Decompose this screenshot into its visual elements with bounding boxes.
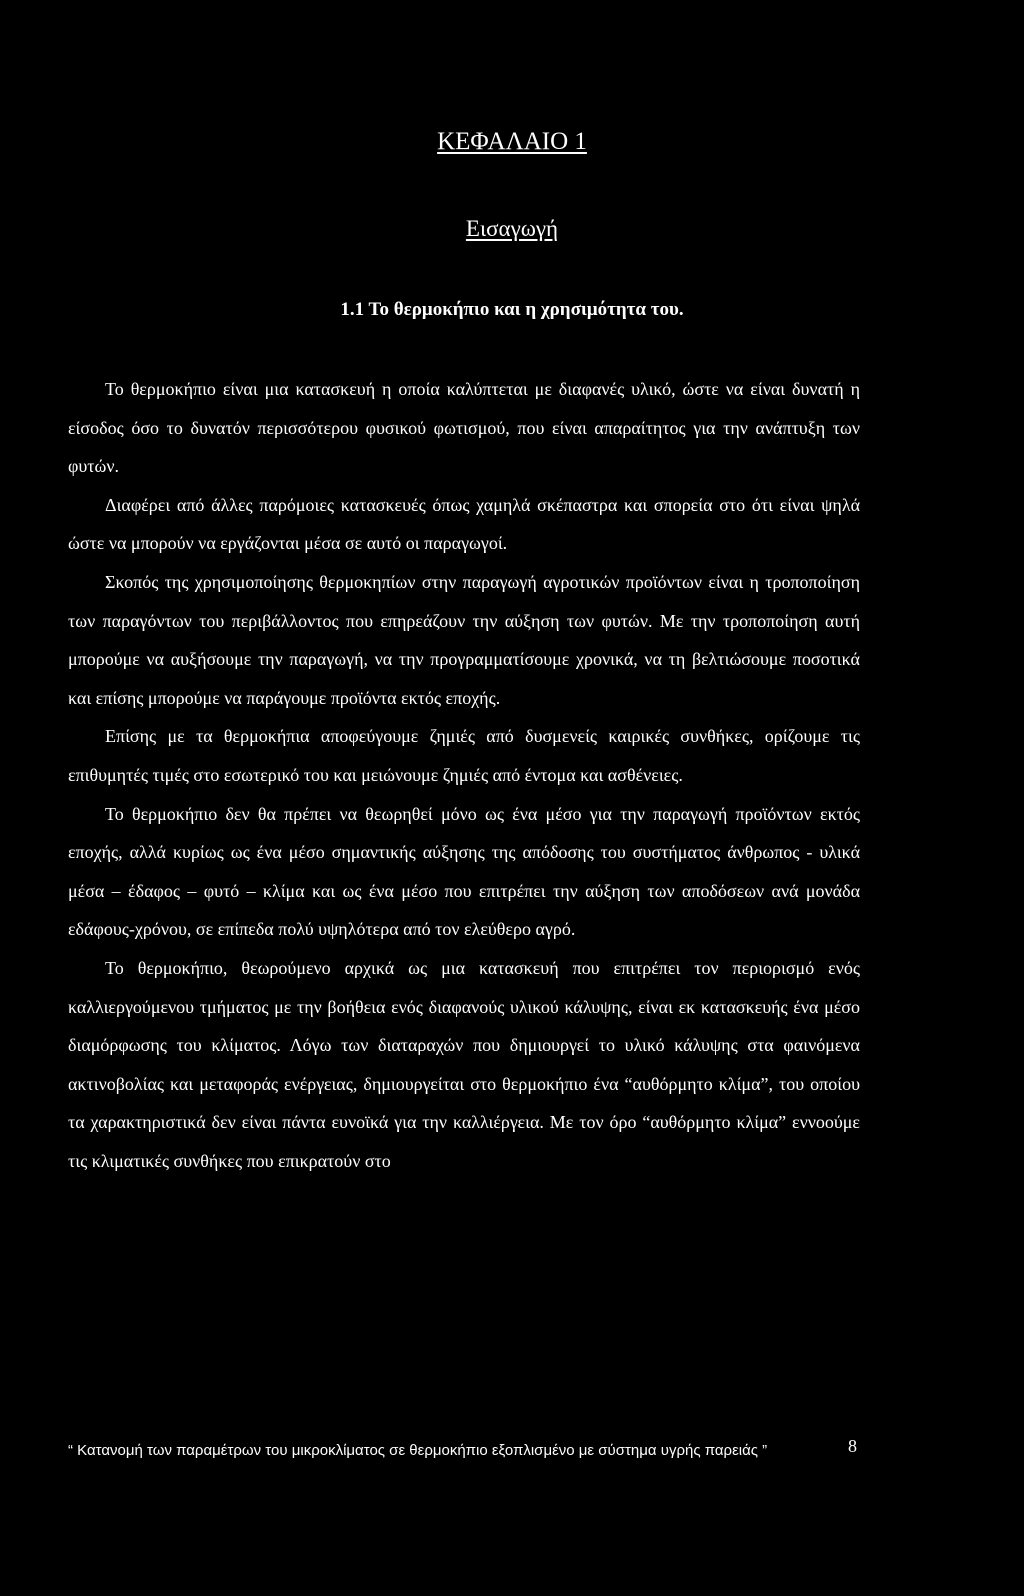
paragraph: Το θερμοκήπιο, θεωρούμενο αρχικά ως μια κατασκευή που επιτρέπει τον περιορισμό ενός καλλιεργούμενου τμήματος με την βοήθεια ενός διαφανούς υλικού κάλυψης, είναι εκ κατασκευής ένα μέσο διαμόρφωσης του κλίματος. Λόγω των διαταραχών που δημιουργεί το υλικό κάλυψης στα φαινόμενα ακτινοβολίας και μεταφοράς ενέργειας, δημιουργείται στο θερμοκήπιο ένα “αυθόρμητο κλίμα”, του οποίου τα χαρακτηριστικά δεν είναι πάντα ευνοϊκά για την καλλιέργεια. Με τον όρο “αυθόρμητο κλίμα” εννοούμε τις κλιματικές συνθήκες που επικρατούν στο <box>68 957 860 1171</box>
paragraph: Διαφέρει από άλλες παρόμοιες κατασκευές όπως χαμηλά σκέπαστρα και σπορεία στο ότι είναι ψηλά ώστε να μπορούν να εργάζονται μέσα σε αυτό οι παραγωγοί. <box>68 494 860 554</box>
paragraph: Σκοπός της χρησιμοποίησης θερμοκηπίων στην παραγωγή αγροτικών προϊόντων είναι η τροποποίηση των παραγόντων του περιβάλλοντος που επηρεάζουν την αύξηση των φυτών. Με την τροποποίηση αυτή μπορούμε να αυξήσουμε την παραγωγή, να την προγραμματίσουμε χρονικά, να τη βελτιώσουμε ποσοτικά και επίσης μπορούμε να παράγουμε προϊόντα εκτός εποχής. <box>68 571 860 708</box>
page-number: 8 <box>848 1436 857 1456</box>
subsection-title: 1.1 Το θερμοκήπιο και η χρησιμότητα του. <box>340 299 684 320</box>
paragraph: Επίσης με τα θερμοκήπια αποφεύγουμε ζημιές από δυσμενείς καιρικές συνθήκες, ορίζουμε τις επιθυμητές τιμές στο εσωτερικό του και μειώνουμε ζημιές από έντομα και ασθένειες. <box>68 726 860 785</box>
chapter-title: ΚΕΦΑΛΑΙΟ 1 <box>437 128 587 155</box>
body-text <box>68 370 860 1180</box>
section-title: Εισαγωγή <box>465 216 559 241</box>
footer <box>68 1432 860 1470</box>
paragraph: Το θερμοκήπιο δεν θα πρέπει να θεωρηθεί μόνο ως ένα μέσο για την παραγωγή προϊόντων εκτός εποχής, αλλά κυρίως ως ένα μέσο σημαντικής αύξησης της απόδοσης του συστήματος άνθρωπος - υλικά μέσα – έδαφος – φυτό – κλίμα και ως ένα μέσο που επιτρέπει την αύξηση των αποδόσεων ανά μονάδα εδάφους-χρόνου, σε επίπεδα πολύ υψηλότερα από τον ελεύθερο αγρό. <box>68 803 860 940</box>
footer-text: “ Κατανομή των παραμέτρων του μικροκλίματος σε θερμοκήπιο εξοπλισμένο με σύστημα υγρής παρειάς ” <box>68 1442 768 1459</box>
paragraph: Το θερμοκήπιο είναι μια κατασκευή η οποία καλύπτεται με διαφανές υλικό, ώστε να είναι δυνατή η είσοδος όσο το δυνατόν περισσότερου φυσικού φωτισμού, που είναι απαραίτητος για την ανάπτυξη των φυτών. <box>68 379 860 477</box>
